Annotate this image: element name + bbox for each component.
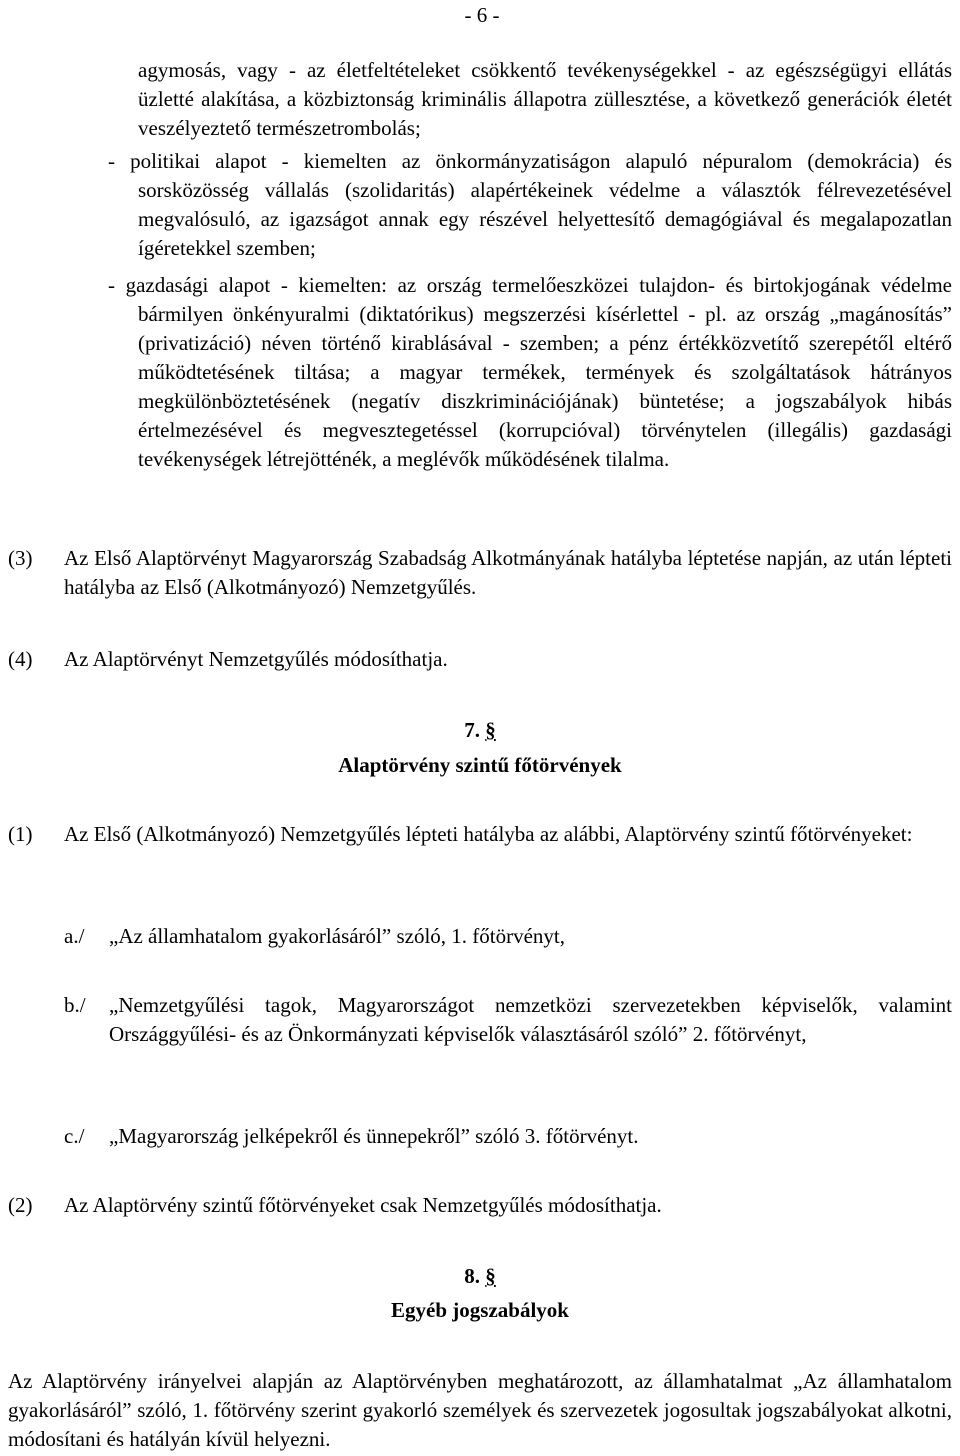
dash-item-political: - politikai alapot - kiemelten az önkormányzatiságon alapuló népuralom (demokrácia) és sorsközösség vállalás (szolidaritás) alapértékeinek védelme a választók félrevezetésével megvalósuló, az igazságot annak egy részével helyettesítő demagógiával és megalapozatlan ígéretekkel szemben; xyxy=(108,149,952,260)
paragraph-4 xyxy=(8,645,952,674)
section-symbol: § xyxy=(485,1264,496,1288)
list-item-c xyxy=(64,1122,952,1151)
list-item-text: „Magyarország jelképekről és ünnepekről” szóló 3. főtörvényt. xyxy=(109,1124,639,1148)
list-item-text: „Nemzetgyűlési tagok, Magyarországot nemzetközi szervezetekben képviselők, valamint Országgyűlési- és az Önkormányzati képviselők választásáról szóló” 2. főtörvényt, xyxy=(109,993,952,1046)
paragraph-number: (4) xyxy=(8,647,33,671)
paragraph-text: Az Első (Alkotmányozó) Nemzetgyűlés lépteti hatályba az alábbi, Alaptörvény szintű főtörvényeket: xyxy=(64,822,913,846)
section-symbol: § xyxy=(485,718,496,742)
page-number: - 6 - xyxy=(464,3,500,27)
list-item-a xyxy=(64,922,952,951)
list-item-label: a./ xyxy=(64,924,85,948)
section-7-heading xyxy=(0,716,960,745)
paragraph-number: (2) xyxy=(8,1193,33,1217)
list-item-text: „Az államhatalom gyakorlásáról” szóló, 1. főtörvényt, xyxy=(109,924,566,948)
section-7-paragraph-1 xyxy=(8,820,952,849)
paragraph-text: Az Alaptörvényt Nemzetgyűlés módosíthatja. xyxy=(64,647,448,671)
section-number: 8. xyxy=(464,1264,480,1288)
paragraph-3 xyxy=(8,544,952,602)
final-paragraph: Az Alaptörvény irányelvei alapján az Alaptörvényben meghatározott, az államhatalmat „Az államhatalom gyakorlásáról” szóló, 1. főtörvény szerint gyakorló személyek és szervezetek jogosultak jogszabályokat alkotni, módosítani és hatályán kívül helyezni. xyxy=(8,1369,952,1451)
list-item-label: c./ xyxy=(64,1124,85,1148)
dash-item-economic: - gazdasági alapot - kiemelten: az ország termelőeszközei tulajdon- és birtokjogának védelme bármilyen önkényuralmi (diktatórikus) megszerzési kísérlettel - pl. az ország „magánosítás” (privatizáció) néven történő kirablásával - szemben; a pénz értékközvetítő szerepétől eltérő működtetésének tiltása; a magyar termékek, termények és szolgáltatások hátrányos megkülönböztetésének (negatív diszkriminációjának) büntetése; a jogszabályok hibás értelmezésével és megvesztegetéssel (korrupcióval) törvénytelen (illegális) gazdasági tevékenységek létrejötténék, a meglévők működésének tilalma. xyxy=(108,273,952,471)
list-item-label: b./ xyxy=(64,993,86,1017)
section-number: 7. xyxy=(464,718,480,742)
section-7-title: Alaptörvény szintű főtörvények xyxy=(338,753,622,777)
section-8-heading xyxy=(0,1262,960,1291)
paragraph-number: (1) xyxy=(8,822,33,846)
paragraph-text: Az Alaptörvény szintű főtörvényeket csak Nemzetgyűlés módosíthatja. xyxy=(64,1193,662,1217)
list-item-b xyxy=(64,991,952,1049)
section-7-paragraph-2 xyxy=(8,1191,952,1220)
paragraph-number: (3) xyxy=(8,546,33,570)
continuation-text: agymosás, vagy - az életfeltételeket csökkentő tevékenységekkel - az egészségügyi ellátás üzletté alakítása, a közbiztonság kriminális állapotra züllesztése, a következő generációk életét veszélyeztető természetrombolás; xyxy=(138,58,952,140)
section-8-title: Egyéb jogszabályok xyxy=(391,1298,569,1322)
paragraph-text: Az Első Alaptörvényt Magyarország Szabadság Alkotmányának hatályba léptetése napján, az után lépteti hatályba az Első (Alkotmányozó) Nemzetgyűlés. xyxy=(64,546,952,599)
